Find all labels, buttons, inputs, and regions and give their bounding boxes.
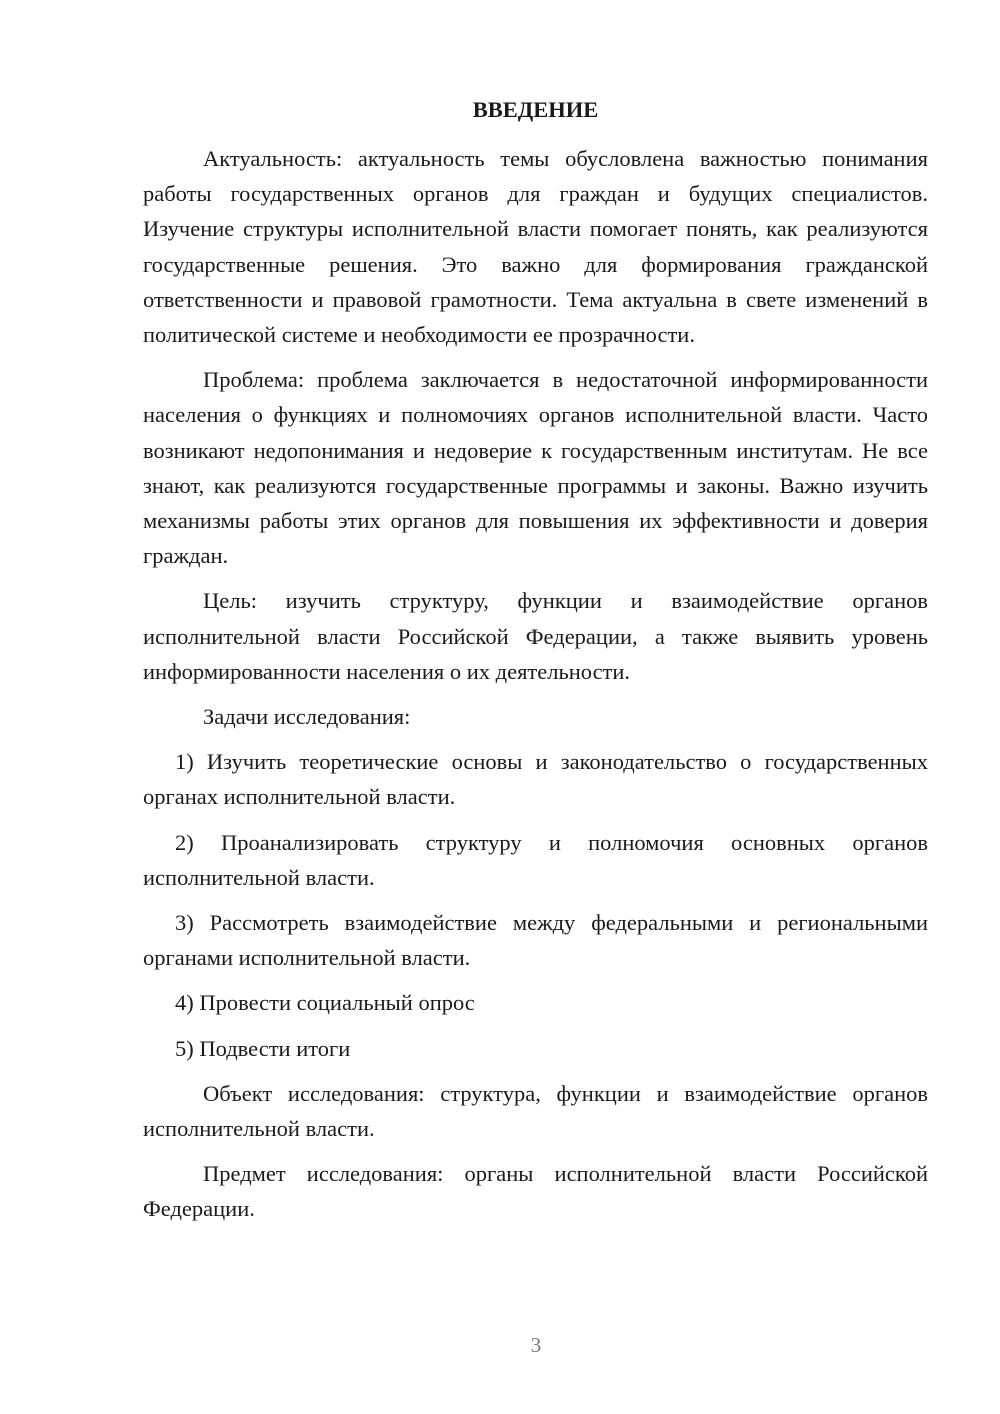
page-title: ВВЕДЕНИЕ (472, 97, 599, 122)
task-item-3: 3) Рассмотреть взаимодействие между федеральными и региональными органами исполнительной власти. (143, 910, 928, 971)
paragraph-object: Объект исследования: структура, функции и взаимодействие органов исполнительной власти. (143, 1080, 928, 1142)
paragraph-relevance: Актуальность: актуальность темы обусловлена важностью понимания работы государственных органов для граждан и будущих специалистов. Изучение структуры исполнительной власти помогает понять, как реализуются государственные решения. Это важно для формирования гражданской ответственности и правовой грамотности. Тема актуальна в свете изменений в политической системе и необходимости ее прозрачности. (143, 146, 928, 348)
task-item-4: 4) Провести социальный опрос (175, 990, 475, 1016)
task-item-1: 1) Изучить теоретические основы и законодательство о государственных органах исполнительной власти. (143, 749, 928, 810)
page-content (143, 92, 928, 1237)
task-item-5: 5) Подвести итоги (175, 1035, 351, 1061)
paragraph-goal: Цель: изучить структуру, функции и взаимодействие органов исполнительной власти Российской Федерации, а также выявить уровень информированности населения о их деятельности. (143, 588, 928, 684)
paragraph-subject: Предмет исследования: органы исполнительной власти Российской Федерации. (143, 1161, 928, 1222)
task-item-2: 2) Проанализировать структуру и полномочия основных органов исполнительной власти. (143, 829, 928, 890)
tasks-heading: Задачи исследования: (203, 704, 411, 730)
paragraph-problem: Проблема: проблема заключается в недостаточной информированности населения о функциях и полномочиях органов исполнительной власти. Часто возникают недопонимания и недоверие к государственным институтам. Не все знают, как реализуются государственные программы и законы. Важно изучить механизмы работы этих органов для повышения их эффективности и доверия граждан. (143, 367, 928, 569)
page-number: 3 (530, 1333, 542, 1357)
